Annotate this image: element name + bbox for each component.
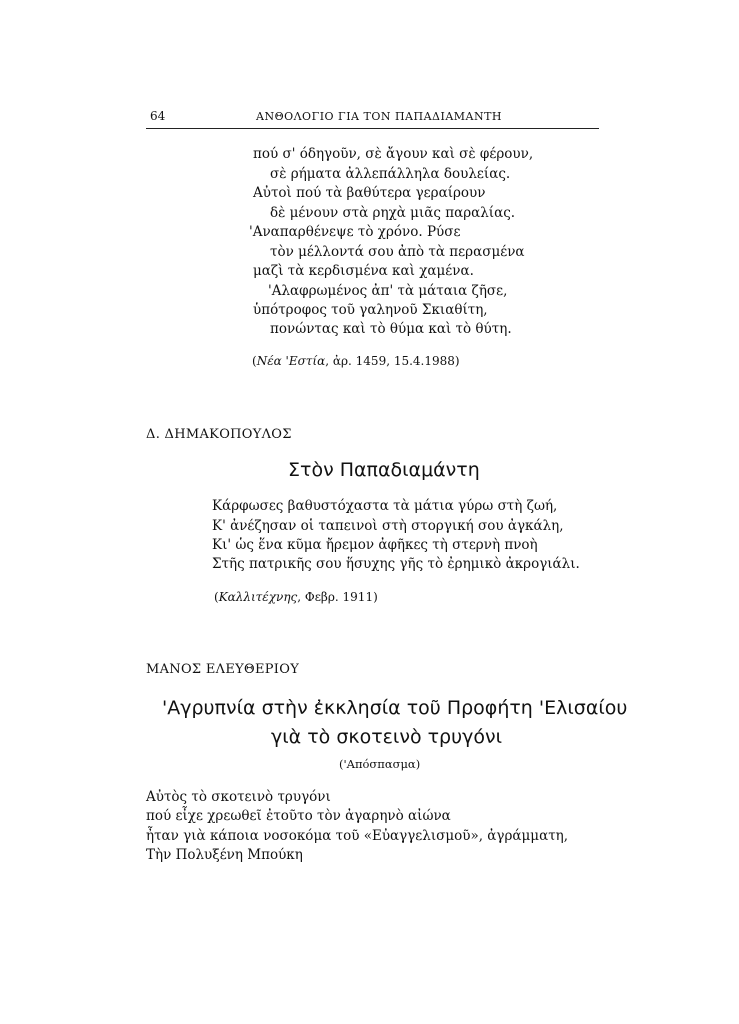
source-title: Καλλιτέχνης (218, 590, 298, 604)
verse-line: 'Αναπαρθένεψε τὸ χρόνο. Ρύσε (249, 224, 461, 240)
source-citation: (Καλλιτέχνης, Φεβρ. 1911) (214, 590, 378, 604)
verse-line: μαζὶ τὰ κερδισμένα καὶ χαμένα. (253, 263, 474, 279)
author-name: Δ. ΔΗΜΑΚΟΠΟΥΛΟΣ (146, 427, 292, 442)
verse-line: Αὐτὸς τὸ σκοτεινὸ τρυγόνι (146, 789, 331, 805)
verse-line: Στῆς πατρικῆς σου ἥσυχης γῆς τὸ ἐρημικὸ ἀκρογιάλι. (212, 556, 580, 572)
verse-line: πονώντας καὶ τὸ θύμα καὶ τὸ θύτη. (270, 321, 512, 337)
verse-line: ἦταν γιὰ κάποια νοσοκόμα τοῦ «Εὐαγγελισμοῦ», ἀγράμματη, (146, 828, 569, 844)
poem-title-continued: γιὰ τὸ σκοτεινὸ τρυγόνι (271, 726, 503, 748)
source-details: , ἀρ. 1459, 15.4.1988) (325, 354, 460, 368)
source-title: Νέα 'Εστία (256, 354, 326, 368)
running-title: ΑΝΘΟΛΟΓΙΟ ΓΙΑ ΤΟΝ ΠΑΠΑΔΙΑΜΑΝΤΗ (256, 110, 503, 123)
verse-line: σὲ ρήματα ἀλλεπάλληλα δουλείας. (270, 166, 511, 182)
verse-line: Τὴν Πολυξένη Μπούκη (146, 847, 303, 863)
author-name: ΜΑΝΟΣ ΕΛΕΥΘΕΡΙΟΥ (146, 662, 300, 677)
verse-line: πού σ' όδηγοῦν, σὲ ἄγουν καὶ σὲ φέρουν, (253, 146, 534, 162)
poem-title: Στὸν Παπαδιαμάντη (288, 459, 480, 481)
running-header (146, 108, 599, 129)
poem-subtitle: ('Απόσπασμα) (339, 757, 421, 771)
verse-line: δὲ μένουν στὰ ρηχὰ μιᾶς παραλίας. (270, 205, 516, 221)
verse-line: πού εἶχε χρεωθεῖ ἐτοῦτο τὸν ἀγαρηνὸ αἰώνα (146, 808, 451, 824)
verse-line: Κ' ἀνέζησαν οἱ ταπεινοὶ στὴ στοργική σου ἀγκάλη, (212, 518, 564, 534)
verse-line: τὸν μέλλοντά σου ἀπὸ τὰ περασμένα (270, 244, 525, 260)
verse-line: Αὐτοὶ πού τὰ βαθύτερα γεραίρουν (253, 185, 486, 201)
verse-line: ὑπότροφος τοῦ γαληνοῦ Σκιαθίτη, (253, 302, 488, 318)
source-details: , Φεβρ. 1911) (297, 590, 378, 604)
poem-title: 'Αγρυπνία στὴν ἐκκλησία τοῦ Προφήτη 'Ελισαίου (162, 697, 628, 719)
page-number: 64 (150, 109, 166, 123)
verse-line: Κάρφωσες βαθυστόχαστα τὰ μάτια γύρω στὴ ζωή, (212, 498, 558, 514)
source-citation: (Νέα 'Εστία, ἀρ. 1459, 15.4.1988) (252, 354, 460, 368)
verse-line: 'Αλαφρωμένος ἀπ' τὰ μάταια ζῆσε, (268, 283, 508, 299)
verse-line: Κι' ὡς ἕνα κῦμα ἤρεμον ἀφῆκες τὴ στερνὴ πνοὴ (212, 537, 538, 553)
